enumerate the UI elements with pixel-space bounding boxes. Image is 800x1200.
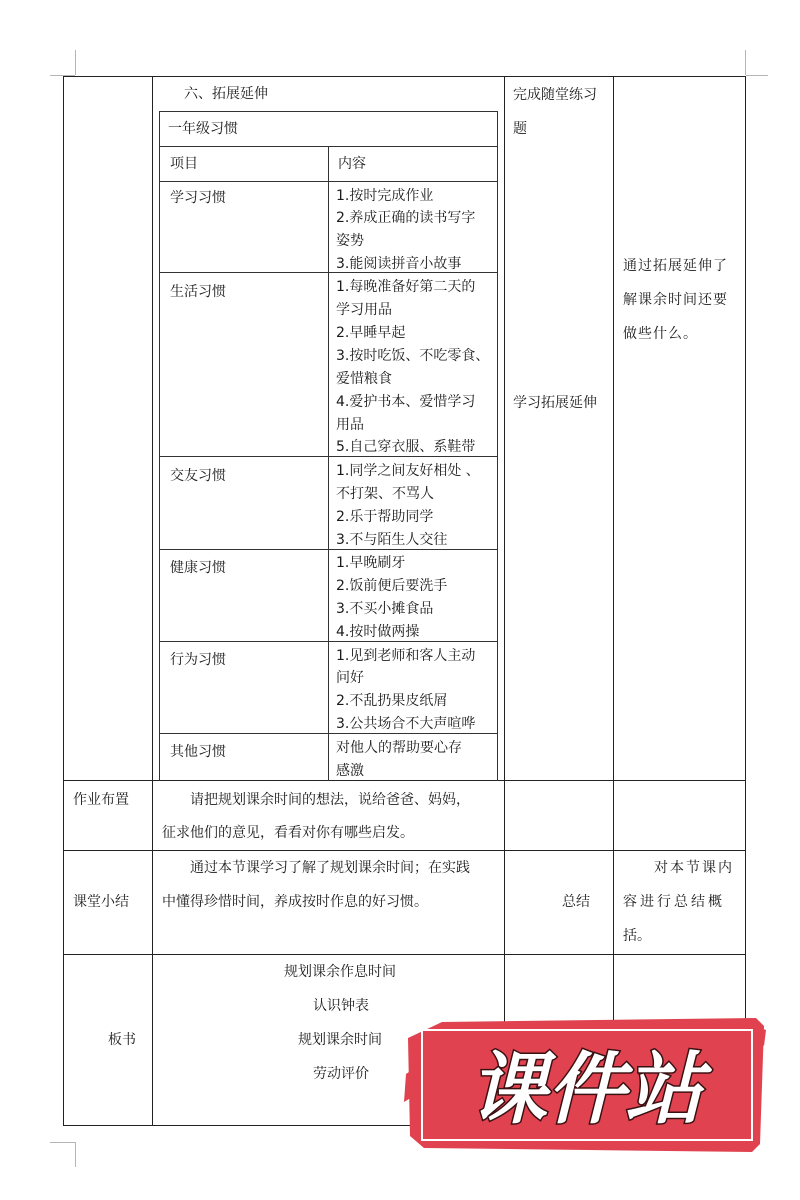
- watermark-stamp: [404, 1016, 766, 1154]
- svg-text:课件站: 课件站: [468, 1045, 704, 1135]
- habit-item-health: 健康习惯: [170, 560, 226, 576]
- crop-mark: [746, 75, 768, 76]
- crop-mark: [75, 1142, 76, 1167]
- habit-item-other: 其他习惯: [170, 744, 226, 760]
- summary-activity: 总结: [562, 894, 590, 910]
- habit-line: 3.能阅读拼音小故事: [336, 256, 462, 272]
- student-activity-extension: 学习拓展延伸: [513, 395, 597, 411]
- homework-line: 请把规划课余时间的想法，说给爸爸、妈妈，: [190, 792, 470, 808]
- habit-line: 1.早晚刷牙: [336, 555, 406, 571]
- habit-line: 2.饭前便后要洗手: [336, 578, 448, 594]
- crop-mark: [75, 50, 76, 75]
- summary-line: 中懂得珍惜时间，养成按时作息的好习惯。: [162, 894, 428, 910]
- habit-line: 1.按时完成作业: [336, 188, 434, 204]
- summary-intent-line: 容进行总结概: [623, 894, 725, 910]
- summary-line: 通过本节课学习了解了规划课余时间；在实践: [190, 860, 470, 876]
- summary-intent-line: 对本节课内: [654, 860, 734, 876]
- habit-line: 对他人的帮助要心存: [336, 740, 462, 756]
- habit-line: 姿势: [336, 233, 364, 249]
- habits-table-title: 一年级习惯: [168, 121, 238, 137]
- habit-item-study: 学习习惯: [170, 190, 226, 206]
- habit-line: 不打架、不骂人: [336, 486, 434, 502]
- habit-line: 4.按时做两操: [336, 624, 420, 640]
- board-line: 规划课余作息时间: [284, 964, 396, 980]
- design-intent-line: 解课余时间还要: [623, 292, 728, 308]
- habit-line: 2.乐于帮助同学: [336, 509, 434, 525]
- habit-item-life: 生活习惯: [170, 284, 226, 300]
- column-header-content: 内容: [338, 156, 366, 172]
- habit-line: 感激: [336, 763, 364, 779]
- habit-line: 学习用品: [336, 302, 392, 318]
- crop-mark: [745, 50, 746, 75]
- habit-line: 1.见到老师和客人主动: [336, 648, 476, 664]
- habit-line: 2.不乱扔果皮纸屑: [336, 693, 448, 709]
- summary-label: 课堂小结: [73, 894, 129, 910]
- design-intent-line: 做些什么。: [623, 326, 698, 342]
- design-intent-line: 通过拓展延伸了: [623, 258, 728, 274]
- board-label: 板书: [108, 1032, 136, 1048]
- board-line: 认识钟表: [313, 998, 369, 1014]
- student-activity-line: 题: [513, 121, 527, 137]
- watermark-logo-icon: [404, 1016, 766, 1154]
- habit-line: 问好: [336, 670, 364, 686]
- extension-heading: 六、拓展延伸: [184, 86, 268, 102]
- student-activity-line: 完成随堂练习: [513, 87, 597, 103]
- habit-line: 5.自己穿衣服、系鞋带: [336, 439, 476, 455]
- habit-item-behavior: 行为习惯: [170, 652, 226, 668]
- habit-item-friends: 交友习惯: [170, 468, 226, 484]
- habit-line: 1.每晚准备好第二天的: [336, 279, 476, 295]
- homework-line: 征求他们的意见，看看对你有哪些启发。: [162, 825, 414, 841]
- habit-line: 2.早睡早起: [336, 325, 406, 341]
- habit-line: 爱惜粮食: [336, 371, 392, 387]
- habit-line: 3.不与陌生人交往: [336, 532, 448, 548]
- habit-line: 3.按时吃饭、不吃零食、: [336, 348, 490, 364]
- column-header-item: 项目: [170, 156, 198, 172]
- board-line: 劳动评价: [313, 1066, 369, 1082]
- homework-label: 作业布置: [73, 792, 129, 808]
- habit-line: 4.爱护书本、爱惜学习: [336, 394, 476, 410]
- habit-line: 3.不买小摊食品: [336, 601, 434, 617]
- board-line: 规划课余时间: [298, 1032, 382, 1048]
- summary-intent-line: 括。: [623, 928, 651, 944]
- habit-line: 3.公共场合不大声喧哗: [336, 716, 476, 732]
- habit-line: 用品: [336, 417, 364, 433]
- habit-line: 2.养成正确的读书写字: [336, 210, 476, 226]
- crop-mark: [50, 1142, 75, 1143]
- habit-line: 1.同学之间友好相处 、: [336, 463, 480, 479]
